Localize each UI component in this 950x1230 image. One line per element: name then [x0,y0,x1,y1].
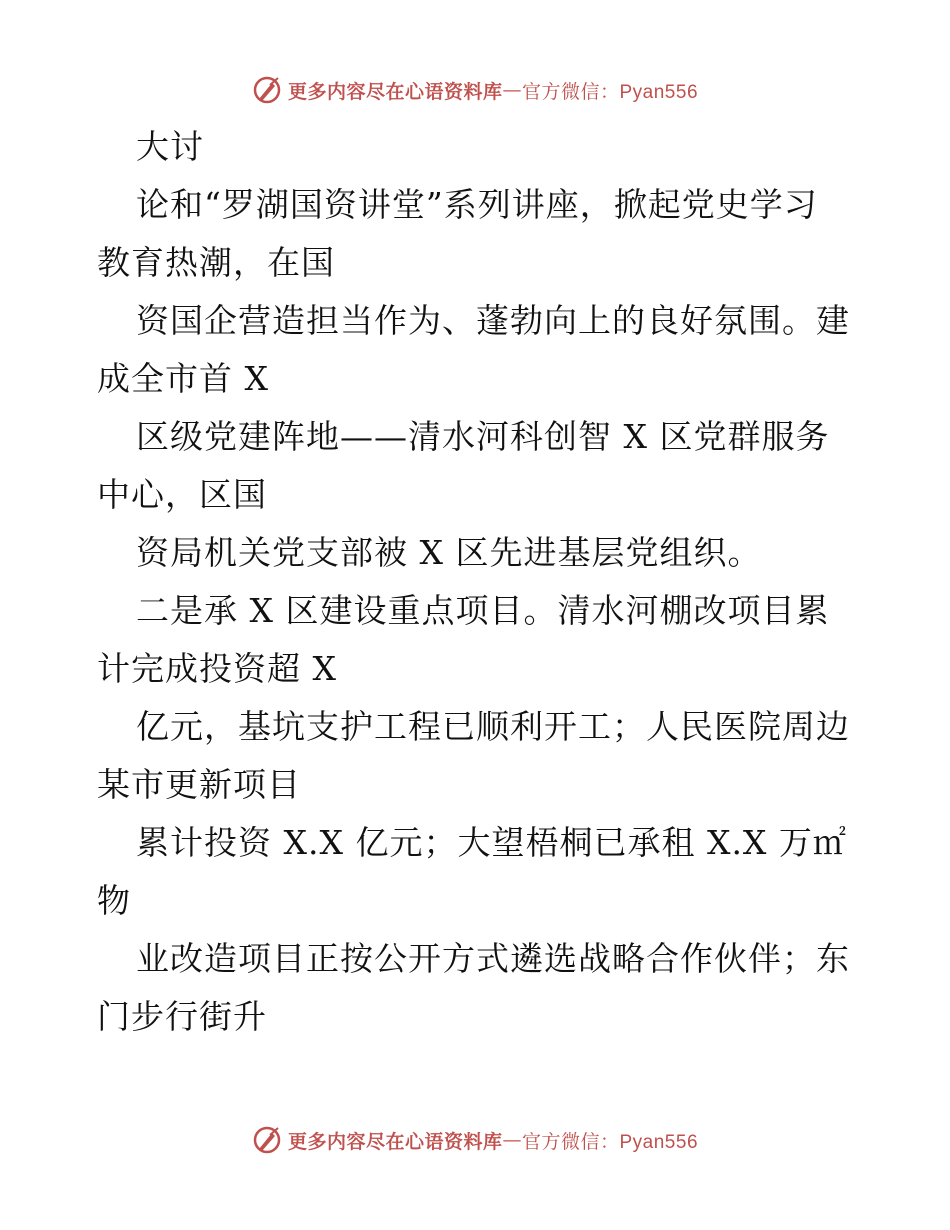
document-line: 业改造项目正按公开方式遴选战略合作伙伴；东 [136,939,850,978]
document-line: 累计投资 X.X 亿元；大望梧桐已承租 X.X 万㎡ [136,823,847,862]
banner-text [288,77,698,104]
document-line: 区级党建阵地——清水河科创智 X 区党群服务 [136,417,830,456]
banner-wechat-text: 官方微信：Pyan556 [522,1131,699,1153]
quill-circle-logo-icon [252,75,282,105]
document-line: 资国企营造担当作为、蓬勃向上的良好氛围。建 [136,301,850,340]
banner-main-text: 更多内容尽在心语资料库 [287,80,503,103]
document-line: 成全市首 X [97,359,269,398]
document-line: 中心，区国 [97,475,267,514]
banner-separator: — [502,1129,522,1151]
document-line: 二是承 X 区建设重点项目。清水河棚改项目累 [136,591,830,630]
document-line: 教育热潮，在国 [97,243,335,282]
document-body [97,118,857,1046]
document-line: 门步行街升 [97,997,267,1036]
document-line: 论和“罗湖国资讲堂”系列讲座，掀起党史学习 [136,185,818,224]
document-line: 亿元，基坑支护工程已顺利开工；人民医院周边 [136,707,850,746]
document-line: 物 [97,881,131,920]
header-banner [0,70,950,110]
document-line: 某市更新项目 [97,765,301,804]
quill-circle-logo-icon [252,1125,282,1155]
document-line: 资局机关党支部被 X 区先进基层党组织。 [136,533,762,572]
banner-separator: — [502,79,522,101]
document-line: 计完成投资超 X [97,649,337,688]
banner-wechat-text: 官方微信：Pyan556 [522,81,699,103]
banner-main-text: 更多内容尽在心语资料库 [287,1130,503,1153]
footer-banner [0,1120,950,1160]
banner-text [288,1127,698,1154]
document-line: 大讨 [136,127,204,166]
